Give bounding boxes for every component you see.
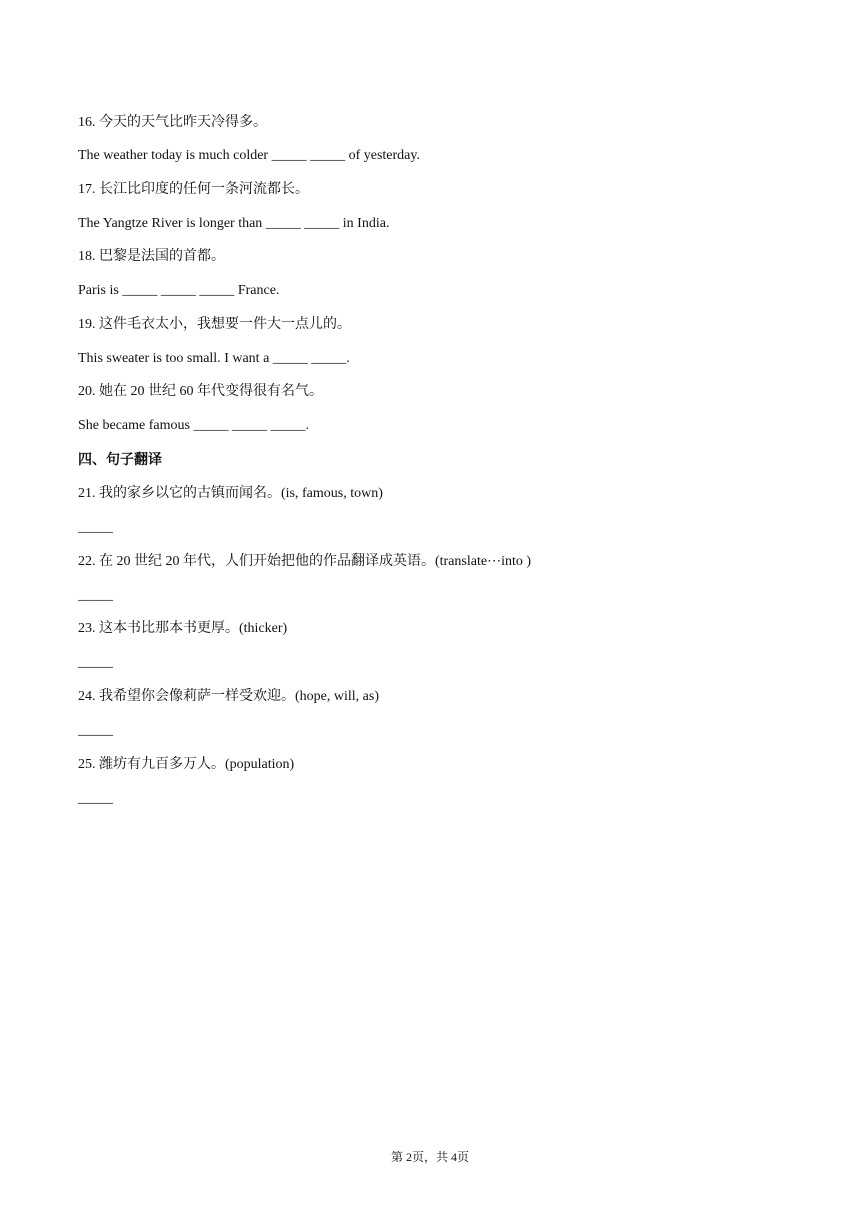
section-heading: 四、句子翻译 bbox=[78, 452, 162, 468]
question-19-chinese: 19. 这件毛衣太小，我想要一件大一点儿的。 bbox=[78, 317, 351, 332]
translation-22-prompt: 22. 在 20 世纪 20 年代，人们开始把他的作品翻译成英语。(translate⋯into ) bbox=[78, 554, 532, 569]
question-17-english: The Yangtze River is longer than _____ _____ in India. bbox=[78, 216, 390, 231]
translation-23-answer-blank: _____ bbox=[78, 655, 113, 670]
translation-21-answer-blank: _____ bbox=[78, 520, 113, 535]
translation-22-answer-blank: _____ bbox=[78, 588, 113, 603]
translation-24-prompt: 24. 我希望你会像莉萨一样受欢迎。(hope, will, as) bbox=[78, 689, 379, 704]
question-19-english: This sweater is too small. I want a _____ _____. bbox=[78, 351, 350, 366]
translation-25-prompt: 25. 潍坊有九百多万人。(population) bbox=[78, 757, 295, 772]
question-20-english: She became famous _____ _____ _____. bbox=[78, 418, 309, 433]
question-16-chinese: 16. 今天的天气比昨天冷得多。 bbox=[78, 115, 267, 130]
question-18-chinese: 18. 巴黎是法国的首都。 bbox=[78, 249, 225, 264]
translation-24-answer-blank: _____ bbox=[78, 723, 113, 738]
translation-25-answer-blank: _____ bbox=[78, 791, 113, 806]
page-footer: 第 2页，共 4页 bbox=[390, 1150, 469, 1164]
translation-21-prompt: 21. 我的家乡以它的古镇而闻名。(is, famous, town) bbox=[78, 486, 383, 501]
translation-23-prompt: 23. 这本书比那本书更厚。(thicker) bbox=[78, 621, 288, 636]
question-17-chinese: 17. 长江比印度的任何一条河流都长。 bbox=[78, 182, 309, 197]
question-16-english: The weather today is much colder _____ _____ of yesterday. bbox=[78, 148, 420, 163]
question-18-english: Paris is _____ _____ _____ France. bbox=[78, 283, 280, 298]
question-20-chinese: 20. 她在 20 世纪 60 年代变得很有名气。 bbox=[78, 384, 323, 399]
